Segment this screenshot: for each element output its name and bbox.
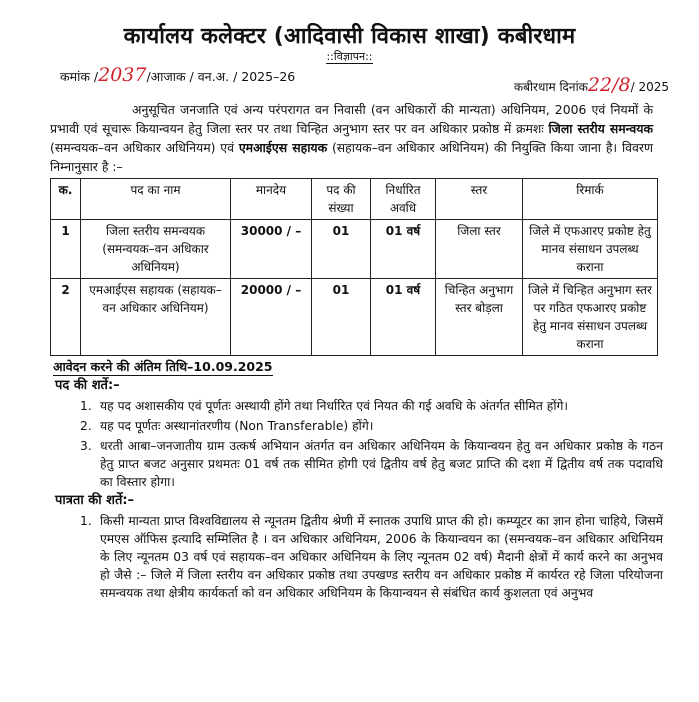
post-condition-item	[80, 417, 663, 435]
col-header-count: पद की संख्या	[312, 179, 371, 220]
eligibility-item	[80, 512, 663, 602]
cell-count: 01	[312, 220, 371, 279]
item-number: 2.	[80, 419, 92, 433]
office-title: कार्यालय कलेक्टर (आदिवासी विकास शाखा) कबीरधाम	[123, 24, 576, 49]
cell-duration: 01 वर्ष	[371, 279, 436, 356]
issue-date	[514, 74, 669, 98]
table-row	[51, 220, 658, 279]
intro-text: (सहायक–वन अधिकार अधिनियम) की नियुक्ति किया जाना है। विवरण निम्नानुसार है :–	[50, 140, 653, 174]
item-text: किसी मान्यता प्राप्त विश्वविद्यालय से न्यूनतम द्वितीय श्रेणी में स्नातक उपाधि प्राप्त की हो। कम्प्यूटर का ज्ञान होना चाहिये, जिसमें एमएस ऑफिस इत्यादि सम्मिलित है । वन अधिकार अधिनियम, 2006 के कियान्वयन का (समन्वयक–वन अधिकार अधिनियम के लिए न्यूनतम 03 वर्ष एवं सहायक–वन अधिकार अधिनियम के लिए न्यूनतम 02 वर्ष) मैदानी क्षेत्रों में कार्य करने का अनुभव हो जैसे :– जिले में जिला स्तरीय वन अधिकार प्रकोष्ठ तथा उपखण्ड स्तरीय वन अधिकार प्रकोष्ठ में कार्यरत रहे जिला परियोजना समन्वयक तथा क्षेत्रीय कार्यकर्ता को वन अधिकार अधिनियम के कियान्वयन से संबंधित कार्य कुशलता एवं अनुभव	[100, 514, 663, 600]
cell-level: चिन्हित अनुभाग स्तर बोड़ला	[436, 279, 523, 356]
cell-serial: 2	[51, 279, 81, 356]
col-header-level: स्तर	[436, 179, 523, 220]
table-row	[51, 279, 658, 356]
cell-post-name: जिला स्तरीय समन्वयक (समन्वयक–वन अधिकार अधिनियम)	[81, 220, 231, 279]
cell-duration: 01 वर्ष	[371, 220, 436, 279]
cell-level: जिला स्तर	[436, 220, 523, 279]
intro-text: (समन्वयक–वन अधिकार अधिनियम) एवं	[50, 140, 234, 155]
cell-count: 01	[312, 279, 371, 356]
post-condition-item	[80, 437, 663, 491]
date-separator: /	[612, 74, 619, 96]
post-conditions-heading: पद की शर्ते:–	[55, 378, 120, 393]
reference-number	[60, 64, 295, 88]
item-number: 1.	[80, 399, 92, 413]
item-number: 3.	[80, 439, 92, 453]
handwritten-day: 22	[587, 74, 613, 96]
handwritten-month: 8	[618, 74, 631, 96]
cell-remark: जिले में एफआरए प्रकोष्ट हेतु मानव संसाधन उपलब्ध कराना	[523, 220, 658, 279]
ref-suffix: /आजाक / वन.अ. / 2025–26	[146, 69, 296, 84]
notice-label	[0, 50, 699, 64]
post-name-1: जिला स्तरीय समन्वयक	[548, 121, 653, 136]
item-text: यह पद पूर्णतः अस्थानांतरणीय (Non Transferable) होंगे।	[100, 419, 374, 433]
cell-honorarium: 30000 / –	[231, 220, 312, 279]
item-number: 1.	[80, 514, 92, 528]
handwritten-ref-number: 2037	[98, 64, 147, 86]
document-body	[0, 100, 699, 602]
col-header-duration: निर्धारित अवधि	[371, 179, 436, 220]
cell-remark: जिले में चिन्हित अनुभाग स्तर पर गठित एफआरए प्रकोष्ट हेतु मानव संसाधन उपलब्ध कराना	[523, 279, 658, 356]
posts-table	[50, 178, 658, 356]
eligibility-heading: पात्रता की शर्ते:–	[55, 493, 135, 508]
col-header-remark: रिमार्क	[523, 179, 658, 220]
date-year: / 2025	[630, 80, 669, 94]
notice-label-text: ::विज्ञापन::	[326, 50, 373, 63]
intro-text: अनुसूचित जनजाति एवं अन्य परंपरागत वन निवासी (वन अधिकारों की मान्यता) अधिनियम, 2006 एवं नियमों के प्रभावी एवं सूचारू कियान्वयन हेतु जिला स्तर पर तथा चिन्हित अनुभाग स्तर पर वन अधिकार प्रकोष्ठ में क्रमशः	[50, 102, 653, 136]
cell-post-name: एमआईएस सहायक (सहायक–वन अधिकार अधिनियम)	[81, 279, 231, 356]
cell-serial: 1	[51, 220, 81, 279]
date-prefix: कबीरधाम दिनांक	[513, 80, 588, 94]
table-header-row	[51, 179, 658, 220]
col-header-serial: क.	[51, 179, 81, 220]
item-text: यह पद अशासकीय एवं पूर्णतः अस्थायी होंगे तथा निर्धारित एवं नियत की गई अवधि के अंतर्गत सीमित होंगे।	[100, 399, 569, 413]
post-condition-item	[80, 397, 663, 415]
intro-paragraph	[50, 100, 653, 176]
ref-prefix: कमांक /	[60, 69, 99, 84]
post-name-2: एमआईएस सहायक	[238, 140, 328, 155]
item-text: धरती आबा–जनजातीय ग्राम उत्कर्ष अभियान अंतर्गत वन अधिकार अधिनियम के कियान्वयन हेतु वन अधिकार प्रकोष्ठ के गठन हेतु प्राप्त बजट अनुसार प्रथमतः 01 वर्ष तक सीमित होगी एवं द्वितीय वर्ष हेतु बजट प्राप्ति की दशा में द्वितीय वर्ष तक पदावधि का विस्तार होगा।	[100, 439, 663, 489]
cell-honorarium: 20000 / –	[231, 279, 312, 356]
col-header-post-name: पद का नाम	[81, 179, 231, 220]
col-header-honorarium: मानदेय	[231, 179, 312, 220]
application-deadline: आवेदन करने की अंतिम तिथि–10.09.2025	[53, 359, 273, 374]
